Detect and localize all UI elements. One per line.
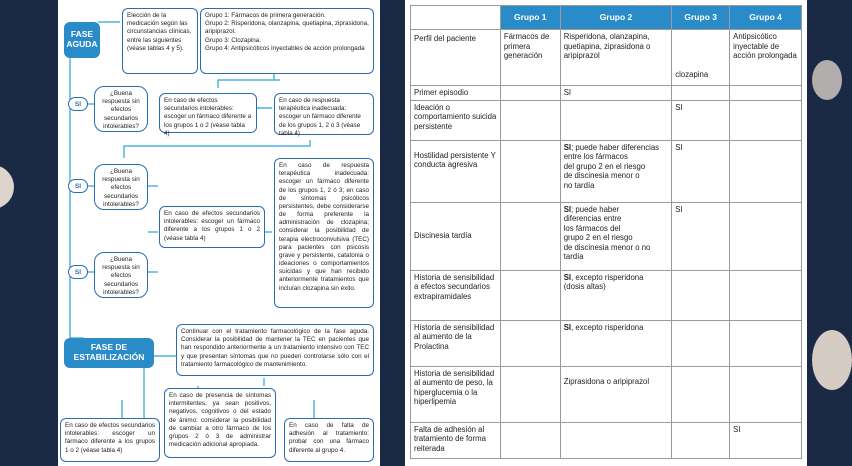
cell-group-3: [672, 320, 730, 366]
row-label: Hostilidad persistente Y conducta agresiva: [411, 140, 501, 202]
cell-group-2-strong: SI: [563, 142, 572, 152]
cell-group-4: [730, 320, 802, 366]
cell-group-1: [500, 366, 560, 422]
question-good-response-2: ¿Buena respuesta sin efectos secundarios intolerables?: [94, 164, 148, 210]
cell-group-2-text: , excepto risperidona (dosis altas): [563, 272, 644, 291]
cell-group-4: SI: [730, 422, 802, 458]
cell-group-2-text: ; puede haber diferencias entre los fármacos del grupo 2 en el riesgo de discinesia menor o no tardía: [563, 204, 651, 261]
question-good-response-3: ¿Buena respuesta sin efectos secundarios intolerables?: [94, 252, 148, 298]
background-accent-right: [812, 60, 842, 100]
cell-group-4: [730, 86, 802, 101]
table-row: [411, 270, 802, 320]
background-accent-left: [0, 165, 14, 209]
cell-group-2-strong: SI: [563, 204, 572, 214]
cell-group-3: clozapina: [672, 30, 730, 86]
table-header-row: [411, 6, 802, 30]
question-good-response-1: ¿Buena respuesta sin efectos secundarios intolerables?: [94, 86, 148, 132]
cell-group-2: [560, 422, 672, 458]
cell-group-3: SI: [672, 100, 730, 140]
table-row: [411, 366, 802, 422]
table-header-group-1: Grupo 1: [500, 6, 560, 30]
cell-group-4: [730, 202, 802, 270]
intermittent-symptoms-box: En caso de presencia de síntomas intermitentes, ya sean positivos, negativos, cognitivos o del estado de ánimo: considerar la posibilidad de cambiar a otro fármaco de los grupos 2 ó 3 de administrar medicación adicional apropiada.: [164, 388, 276, 458]
antipsychotic-group-table: [410, 5, 802, 459]
cell-group-2: Risperidona, olanzapina, quetiapina, ziprasidona o aripiprazol: [560, 30, 672, 86]
cell-group-1: Fármacos de primera generación: [500, 30, 560, 86]
table-row: [411, 30, 802, 86]
table-row: [411, 140, 802, 202]
phase-acute-label: FASE AGUDA: [64, 22, 100, 58]
continue-treatment-box: Continuar con el tratamiento farmacológico de la fase aguda. Considerar la posibilidad de mantener la TEC en pacientes que han respondido anteriormente a un tratamiento intensivo con TEC y que presentan síntomas que no pueden controlarse sólo con el tratamiento farmacológico de mantenimiento.: [176, 324, 374, 376]
adherence-box: En caso de falta de adhesión al tratamiento: probar con una fármaco diferente al grupo 4.: [284, 418, 374, 462]
table-row: [411, 86, 802, 101]
table-row: [411, 202, 802, 270]
row-label: Perfil del paciente: [411, 30, 501, 86]
election-box: Elección de la medicación según las circunstancias clínicas, entre las siguientes (véase tablas 4 y 5).: [122, 8, 198, 74]
table-row: [411, 422, 802, 458]
side-effects-box-2: En caso de efectos secundarios intolerables: escoger un fármaco diferente a los grupos 1 o 2 (véase tabla 4): [159, 206, 265, 248]
cell-group-2-text: , excepto risperidona: [571, 322, 644, 332]
row-label: Discinesia tardía: [411, 202, 501, 270]
cell-group-2: [560, 270, 672, 320]
flowchart-panel: [58, 0, 380, 466]
row-label: Ideación o comportamiento suicida persistente: [411, 100, 501, 140]
cell-group-1: [500, 202, 560, 270]
side-effects-box-3: En caso de efectos secundarios intolerables: escoger un fármaco diferente a los grupos 1 o 2 (véase tabla 4): [60, 418, 160, 462]
cell-group-3: [672, 86, 730, 101]
cell-group-1: [500, 320, 560, 366]
cell-group-3: [672, 366, 730, 422]
cell-group-4: [730, 366, 802, 422]
cell-group-1: [500, 86, 560, 101]
cell-group-2: [560, 320, 672, 366]
cell-group-4: Antipsicótico inyectable de acción prolongada: [730, 30, 802, 86]
side-effects-box-1: En caso de efectos secundarios intolerables: escoger un fármaco diferente a los grupos 1 o 2 (véase tabla 4): [159, 93, 257, 133]
si-badge-1: SI: [68, 97, 88, 111]
row-label: Historia de sensibilidad al aumento de peso, la hiperglucemia o la hiperlipemia: [411, 366, 501, 422]
cell-group-1: [500, 140, 560, 202]
inadequate-response-box-1: En caso de respuesta terapéutica inadecuada: escoger un fármaco diferente de los grupos 1, 2 ó 3 (véase tabla 4): [274, 93, 374, 135]
cell-group-2: [560, 140, 672, 202]
row-label: Historia de sensibilidad al aumento de la Prolactina: [411, 320, 501, 366]
table-header-corner: [411, 6, 501, 30]
cell-group-2: Ziprasidona o aripiprazol: [560, 366, 672, 422]
cell-group-3: [672, 270, 730, 320]
cell-group-3: [672, 422, 730, 458]
table-header-group-3: Grupo 3: [672, 6, 730, 30]
row-label: Historia de sensibilidad a efectos secundarios extrapiramidales: [411, 270, 501, 320]
cell-group-3: SI: [672, 202, 730, 270]
row-label: Falta de adhesión al tratamiento de forma reiterada: [411, 422, 501, 458]
cell-group-2: [560, 100, 672, 140]
table-row: [411, 100, 802, 140]
table-header-group-4: Grupo 4: [730, 6, 802, 30]
background-accent-bottom-right: [812, 330, 852, 390]
cell-group-2-strong: SI: [563, 272, 572, 282]
cell-group-1: [500, 100, 560, 140]
cell-group-1: [500, 422, 560, 458]
cell-group-2-text: ; puede haber diferencias entre los fármacos del grupo 2 en el riesgo de discinesia menor o no tardía: [563, 142, 660, 190]
cell-group-2: SI: [560, 86, 672, 101]
cell-group-4: [730, 100, 802, 140]
cell-group-1: [500, 270, 560, 320]
table-header-group-2: Grupo 2: [560, 6, 672, 30]
table-row: [411, 320, 802, 366]
inadequate-response-box-2: En caso de respuesta terapéutica inadecuada: escoger un fármaco diferente de los grupos 1, 2 ó 3; en caso de síntomas psicóticos persistentes, debe considerarse de forma preferente la administración de clozapina; considerar la posibilidad de terapia electroconvulsiva (TEC) para pacientes con psicosis grave y persistente, catatonia o ideaciones o comportamientos suicidas y que han recibido anteriormente tratamientos que incluían clozapina sin éxito.: [274, 158, 374, 308]
cell-group-2-strong: SI: [563, 322, 572, 332]
phase-stabilization-label: FASE DE ESTABILIZACIÓN: [64, 338, 154, 368]
cell-group-4: [730, 270, 802, 320]
si-badge-2: SI: [68, 179, 88, 193]
cell-group-2: [560, 202, 672, 270]
groups-box: Grupo 1: Fármacos de primera generación. Grupo 2: Risperidona, olanzapina, quetiapina, ziprasidona, aripiprazol. Grupo 3: Clozapina. Grupo 4: Antipsicóticos inyectables de acción prolongada: [200, 8, 374, 74]
row-label: Primer episodio: [411, 86, 501, 101]
si-badge-3: SI: [68, 265, 88, 279]
cell-group-3: SI: [672, 140, 730, 202]
cell-group-4: [730, 140, 802, 202]
